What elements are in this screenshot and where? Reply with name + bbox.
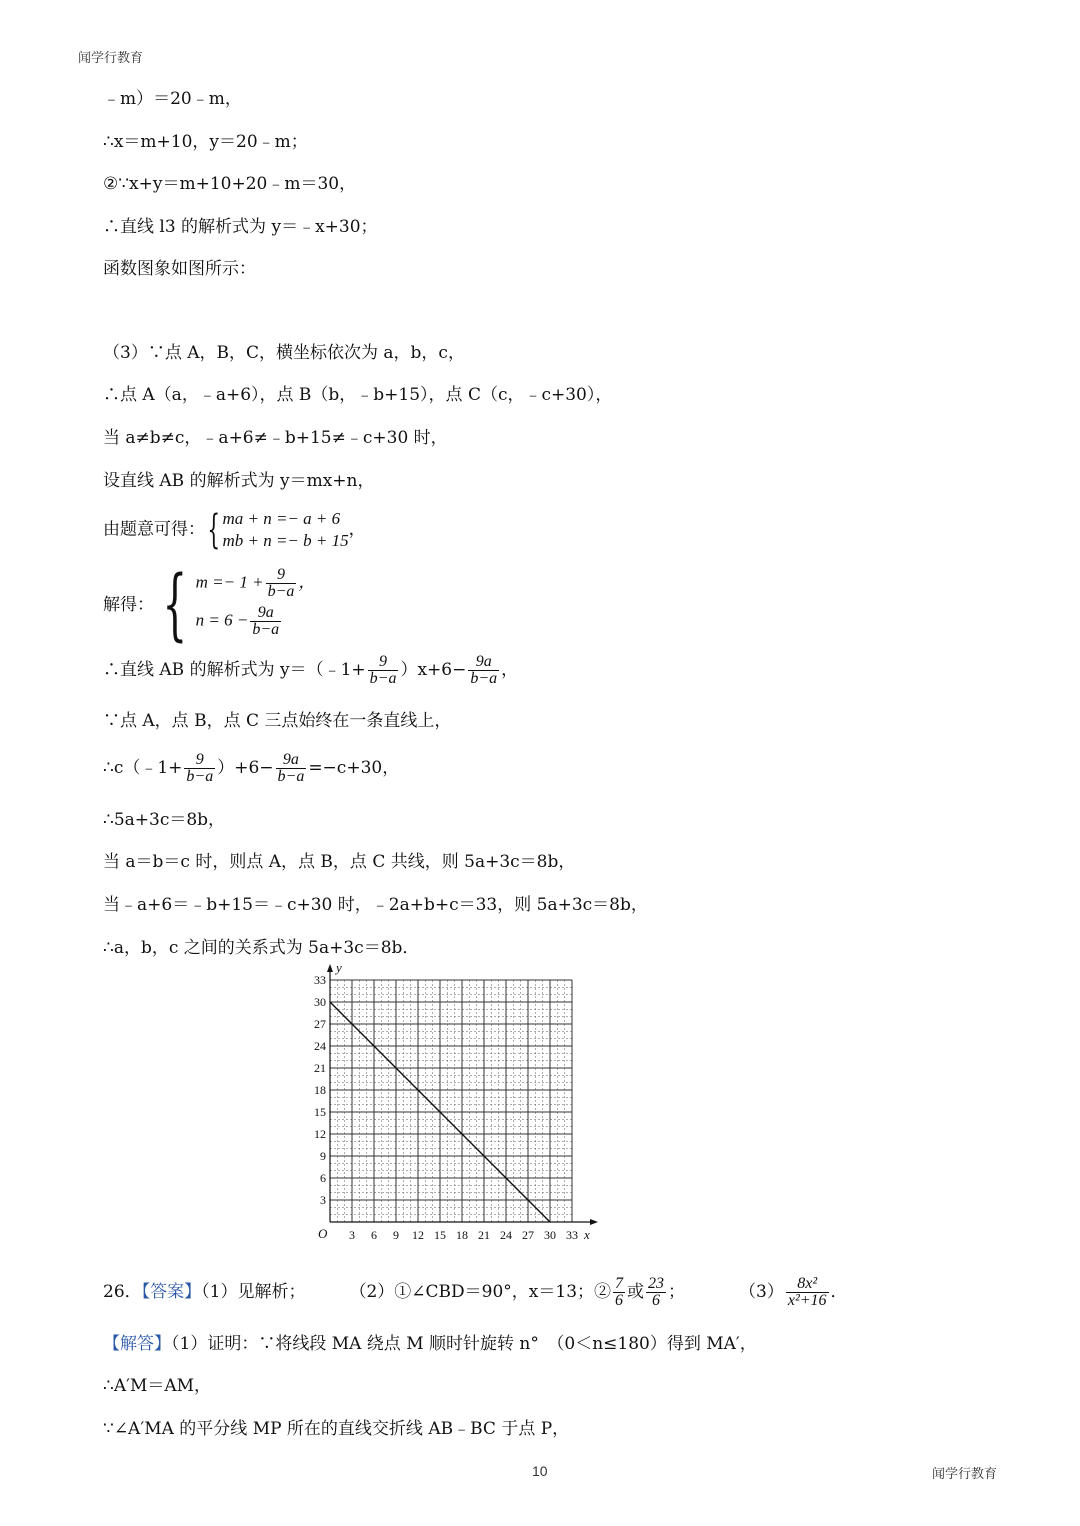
system-given [103,508,366,552]
system-solution-prefix: 解得： [103,595,154,615]
fraction [613,1276,625,1309]
fraction [786,1276,829,1309]
answer-part-3: （3） [739,1282,784,1302]
system-solution [103,560,316,650]
solution-line-2: ∴A′M＝AM， [103,1376,212,1396]
y-axis-label: y [336,960,342,975]
line-18: ∴a，b，c 之间的关系式为 5a+3c＝8b． [103,938,420,958]
line-5: 函数图象如图所示： [103,259,256,279]
y-tick-label: 24 [314,1039,326,1053]
fraction [468,654,499,687]
x-tick-label: 27 [522,1228,534,1242]
solution-line-1 [103,1333,757,1355]
system-given-equations [222,508,348,552]
y-tick-label: 33 [314,973,326,987]
brace-icon: { [207,507,221,553]
line-8: 当 a≠b≠c，﹣a+6≠﹣b+15≠﹣c+30 时， [103,428,448,448]
line-1: ﹣m）＝20﹣m， [103,89,242,109]
fraction [646,1276,666,1309]
x-tick-label: 9 [393,1228,399,1242]
origin-label: O [318,1226,328,1241]
solution-eq1 [196,567,316,605]
answer-part-1: （1）见解析； [201,1282,306,1302]
solution-text-1: （1）证明：∵将线段 MA 绕点 M 顺时针旋转 n° （0＜n≤180）得到 MA′， [171,1334,757,1354]
fraction-num: 9a [282,751,299,768]
fraction [184,752,215,785]
y-tick-label: 12 [314,1127,326,1141]
line-17: 当﹣a+6＝﹣b+15＝﹣c+30 时，﹣2a+b+c＝33，则 5a+3c＝8b， [103,895,648,915]
fraction-den: b−a [267,583,295,600]
x-tick-label: 12 [412,1228,424,1242]
question-number: 26． [103,1282,142,1302]
fraction-num: 9a [257,604,274,621]
line-2: ∴x＝m+10，y＝20﹣m； [103,132,308,152]
solution-tag: 【解答】 [103,1334,171,1354]
fraction-num: 23 [648,1275,665,1292]
answer-part-2: （2）①∠CBD＝90°，x＝13；② [349,1282,612,1302]
y-axis-arrow-icon [327,964,333,972]
y-tick-label: 9 [320,1149,326,1163]
x-tick-label: 24 [500,1228,512,1242]
fraction-den: b−a [369,670,397,687]
line-13: ∵点 A，点 B，点 C 三点始终在一条直线上， [103,711,452,731]
y-tick-label: 6 [320,1171,326,1185]
line-12-part-a: ∴直线 AB 的解析式为 y＝（﹣1+ [103,660,366,680]
x-tick-label: 18 [456,1228,468,1242]
fraction [266,567,297,600]
solution-eq2-lhs: n = 6 − [195,610,249,630]
system-solution-equations [196,567,316,643]
answer-line [103,1276,848,1309]
answer-tag: 【答案】 [141,1282,202,1302]
solution-eq1-suffix: ， [298,572,316,592]
system-given-suffix: ， [348,519,366,540]
system-given-eq2: mb + n =− b + 15 [222,531,349,550]
y-tick-label: 30 [314,995,326,1009]
y-tick-label: 18 [314,1083,326,1097]
fraction-num: 9 [195,751,204,768]
fraction [368,654,399,687]
solution-eq2 [196,605,316,643]
solution-line-3: ∵∠A′MA 的平分线 MP 所在的直线交折线 AB﹣BC 于点 P， [103,1419,570,1439]
page-number: 10 [532,1463,548,1479]
line-4: ∴直线 l3 的解析式为 y＝﹣x+30； [103,217,378,237]
y-tick-label: 27 [314,1017,326,1031]
fraction [276,752,307,785]
answer-part-2-end: ； [668,1282,686,1302]
line-12-part-c: ， [501,660,519,680]
line-15: ∴5a+3c＝8b， [103,810,226,830]
x-tick-label: 15 [434,1228,446,1242]
function-graph [300,958,600,1253]
fraction-den: 6 [646,1292,666,1309]
x-tick-label: 30 [544,1228,556,1242]
line-14-part-c: =−c+30， [308,758,400,778]
fraction [250,605,281,638]
y-tick-label: 15 [314,1105,326,1119]
line-3: ②∵x+y＝m+10+20﹣m＝30， [103,174,357,194]
line-6: （3）∵点 A，B，C，横坐标依次为 a，b，c， [103,343,465,363]
fraction-num: 7 [615,1275,624,1292]
fraction-num: 9 [276,566,285,583]
brace-icon: { [162,560,188,650]
line-14-part-a: ∴c（﹣1+ [103,758,183,778]
answer-or: 或 [627,1282,645,1302]
system-given-prefix: 由题意可得： [103,519,205,540]
grid [330,980,572,1222]
x-axis-arrow-icon [590,1219,598,1225]
x-tick-label: 6 [371,1228,377,1242]
line-12 [103,654,518,687]
y-tick-label: 21 [314,1061,326,1075]
fraction-den: b−a [277,768,305,785]
solution-eq1-lhs: m =− 1 + [195,572,264,592]
fraction-den: x²+16 [787,1292,827,1309]
system-given-eq1: ma + n =− a + 6 [222,509,341,528]
answer-part-3-end: ． [830,1282,848,1302]
x-tick-label: 3 [349,1228,355,1242]
fraction-den: b−a [470,670,498,687]
fraction-num: 9a [475,653,492,670]
fraction-den: 6 [615,1292,624,1309]
fraction-den: b−a [186,768,214,785]
fraction-num: 8x² [797,1275,818,1292]
line-7: ∴点 A（a，﹣a+6），点 B（b，﹣b+15），点 C（c，﹣c+30）， [103,385,613,405]
footer-brand: 闻学行教育 [932,1467,998,1482]
y-tick-label: 3 [320,1193,326,1207]
line-16: 当 a＝b＝c 时，则点 A，点 B，点 C 共线，则 5a+3c＝8b， [103,852,576,872]
x-tick-label: 33 [566,1228,578,1242]
x-axis-label: x [584,1227,590,1242]
line-12-part-b: ）x+6− [400,660,467,680]
x-tick-label: 21 [478,1228,490,1242]
fraction-num: 9 [379,653,388,670]
line-9: 设直线 AB 的解析式为 y＝mx+n， [103,471,375,491]
fraction-den: b−a [252,621,280,638]
line-14 [103,752,399,785]
header-brand: 闻学行教育 [78,51,144,66]
line-14-part-b: ）+6− [217,758,274,778]
